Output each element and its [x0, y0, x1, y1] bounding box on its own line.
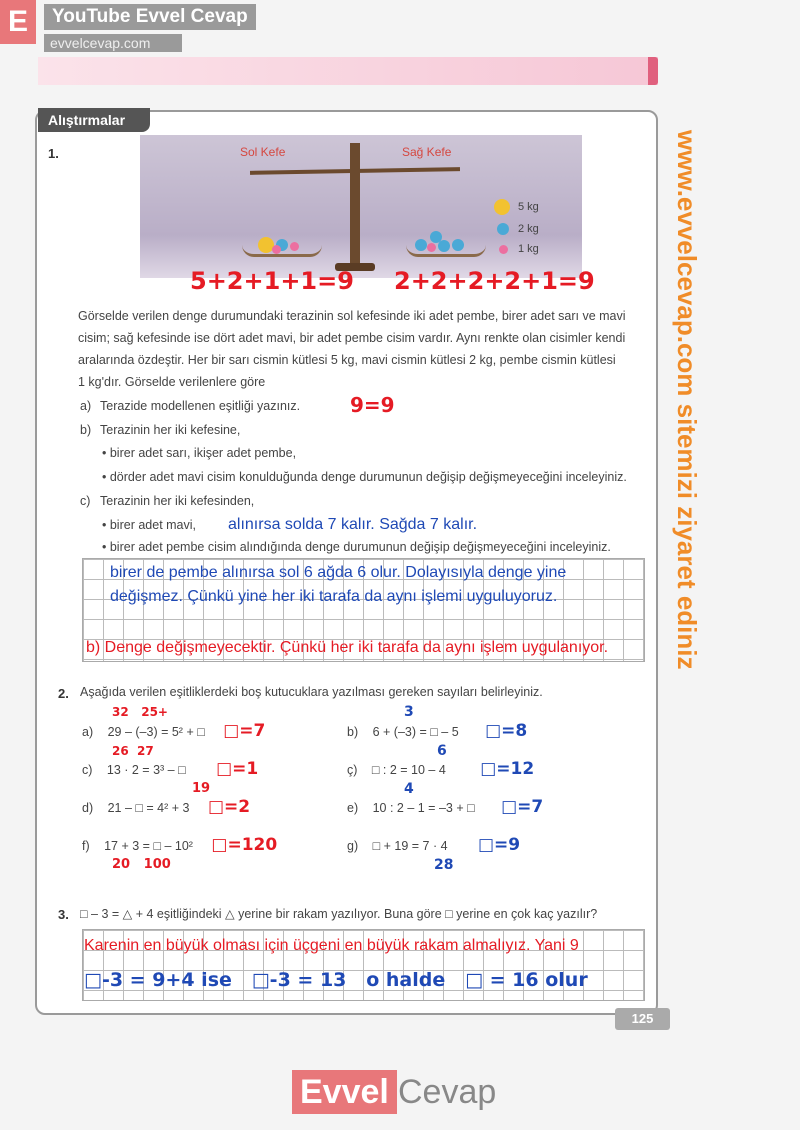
legend-pink-ball — [499, 245, 508, 254]
watermark: www.evvelcevap.com sitemizi ziyaret ediniz — [672, 130, 702, 670]
item-expr: □ : 2 = 10 – 4 — [371, 763, 446, 777]
balance-scale-image — [140, 135, 582, 278]
q2-item-c — [82, 760, 258, 780]
item-c-notes: 26 27 — [112, 744, 154, 758]
legend-2kg: 2 kg — [518, 223, 539, 235]
q1b-label: b) — [80, 423, 92, 437]
item-label: b) — [347, 725, 359, 739]
item-expr: 17 + 3 = □ – 10² — [104, 839, 193, 853]
q1b-bullet: • birer adet sarı, ikişer adet pembe, — [102, 446, 297, 460]
left-pan-label: Sol Kefe — [240, 145, 286, 159]
item-label: g) — [347, 839, 359, 853]
q1c-label: c) — [80, 494, 91, 508]
q1-para-line: Görselde verilen denge durumundaki terazinin sol kefesinde iki adet pembe, birer adet sarı ve mavi — [78, 309, 626, 323]
q1c-text: Terazinin her iki kefesinden, — [100, 494, 255, 508]
q3-typed-answer: Karenin en büyük olması için üçgeni en büyük rakam almalıyız. Yani 9 — [84, 937, 579, 954]
q1-grid-answer-line: değişmez. Çünkü yine her iki tarafa da aynı işlemi uyguluyoruz. — [110, 588, 558, 605]
item-answer: □=1 — [216, 759, 259, 779]
blue-ball — [438, 240, 450, 252]
item-answer: □=8 — [485, 721, 528, 741]
item-answer: □=9 — [478, 835, 521, 855]
q1b-bullet-text: birer adet sarı, ikişer adet pembe, — [109, 446, 297, 460]
hw-left-sum: 5+2+1+1=9 — [190, 267, 354, 295]
item-expr: 10 : 2 – 1 = –3 + □ — [372, 801, 475, 815]
right-pan-label: Sağ Kefe — [402, 145, 452, 159]
hw-right-sum: 2+2+2+2+1=9 — [394, 267, 595, 295]
q2-item-cc — [347, 760, 534, 780]
item-expr: □ + 19 = 7 · 4 — [372, 839, 448, 853]
item-label: a) — [82, 725, 94, 739]
q1c-bullet-text: birer adet pembe cisim alındığında denge durumunun değişip değişmeyeceğini inceleyiniz. — [109, 540, 611, 554]
legend-yellow-ball — [494, 199, 510, 215]
q1b-text: Terazinin her iki kefesine, — [100, 423, 241, 437]
pink-ball — [427, 243, 436, 252]
q1c-bullet: • birer adet mavi, — [102, 518, 197, 532]
item-cc-notes: 6 — [437, 743, 447, 759]
q1a-answer: 9=9 — [350, 393, 395, 417]
item-expr: 6 + (–3) = □ – 5 — [372, 725, 459, 739]
q2-item-d — [82, 798, 250, 818]
brand-logo-e: E — [0, 0, 36, 44]
item-label: ç) — [347, 763, 358, 777]
item-label: c) — [82, 763, 93, 777]
brand-site: evvelcevap.com — [44, 34, 182, 52]
item-d-notes: 19 — [192, 781, 211, 796]
legend-1kg: 1 kg — [518, 243, 539, 255]
item-a-notes: 32 25+ — [112, 705, 168, 719]
blue-ball — [415, 239, 427, 251]
q2-item-f — [82, 836, 277, 856]
q2-items — [82, 704, 662, 873]
q1b-bullet-text: dörder adet mavi cisim konulduğunda denge durumunun değişip değişmeyeceğini inceleyiniz. — [109, 470, 627, 484]
q1b-answer: b) Denge değişmeyecektir. Çünkü her iki tarafa da aynı işlem uygulanıyor. — [86, 639, 609, 656]
q3-text: □ – 3 = △ + 4 eşitliğindeki △ yerine bir rakam yazılıyor. Buna göre □ yerine en çok kaç yazılır? — [80, 907, 598, 921]
q1c-bullet-text: birer adet mavi, — [109, 518, 197, 532]
item-label: d) — [82, 801, 94, 815]
q1c-bullet: • birer adet pembe cisim alındığında denge durumunun değişip değişmeyeceğini inceleyiniz. — [102, 540, 611, 554]
item-expr: 13 · 2 = 3³ – □ — [106, 763, 186, 777]
q1a-label: a) — [80, 399, 92, 413]
item-answer: □=7 — [223, 721, 266, 741]
q1c-answer: alınırsa solda 7 kalır. Sağda 7 kalır. — [228, 516, 478, 533]
page-number: 125 — [615, 1008, 670, 1030]
blue-ball — [452, 239, 464, 251]
item-f-notes: 20 100 — [112, 857, 171, 872]
item-b-notes: 3 — [404, 704, 414, 720]
item-answer: □=7 — [501, 797, 544, 817]
header-bar-end — [648, 57, 658, 85]
footer-logo-evvel: Evvel — [292, 1070, 397, 1114]
pink-ball — [290, 242, 299, 251]
item-expr: 29 – (–3) = 5² + □ — [107, 725, 205, 739]
item-label: f) — [82, 839, 90, 853]
item-g-notes: 28 — [434, 857, 454, 873]
q1-grid-answer-line: birer de pembe alınırsa sol 6 ağda 6 olur. Dolayısıyla denge yine — [110, 564, 567, 581]
item-answer: □=2 — [207, 797, 251, 817]
q1-para-line: aralarında özdeştir. Her bir sarı cismin kütlesi 5 kg, mavi cismin kütlesi 2 kg, pembe cismin kütlesi — [78, 353, 616, 367]
legend-5kg: 5 kg — [518, 201, 539, 213]
pink-ball — [272, 245, 281, 254]
legend-blue-ball — [497, 223, 509, 235]
header-bar — [38, 57, 658, 85]
scale-pole — [350, 143, 360, 268]
q2-item-a — [82, 722, 265, 742]
q1-para-line: cisim; sağ kefesinde ise dört adet mavi, bir adet pembe cisim vardır. Aynı renkte olan cisimler kendi — [78, 331, 626, 345]
q3-hw-answer: □-3 = 9+4 ise □-3 = 13 o halde □ = 16 olur — [84, 969, 588, 991]
item-label: e) — [347, 801, 359, 815]
q2-text: Aşağıda verilen eşitliklerdeki boş kutucuklara yazılması gereken sayıları belirleyiniz. — [80, 685, 543, 699]
footer-logo-cevap: Cevap — [398, 1073, 497, 1111]
q1-para-line: 1 kg'dır. Görselde verilenlere göre — [78, 375, 266, 389]
q1-number: 1. — [48, 146, 59, 161]
q2-number: 2. — [58, 686, 69, 701]
item-expr: 21 – □ = 4² + 3 — [107, 801, 190, 815]
q2-item-g — [347, 836, 520, 856]
q1a-text: Terazide modellenen eşitliği yazınız. — [100, 399, 301, 413]
q3-number: 3. — [58, 907, 69, 922]
item-answer: □=120 — [211, 835, 278, 855]
brand-title: YouTube Evvel Cevap — [44, 4, 256, 30]
item-answer: □=12 — [480, 759, 535, 779]
item-e-notes: 4 — [404, 781, 414, 797]
q2-item-e — [347, 798, 543, 818]
q1b-bullet: • dörder adet mavi cisim konulduğunda denge durumunun değişip değişmeyeceğini inceleyiniz. — [102, 470, 627, 484]
section-tab: Alıştırmalar — [38, 108, 150, 132]
q2-item-b — [347, 722, 527, 742]
